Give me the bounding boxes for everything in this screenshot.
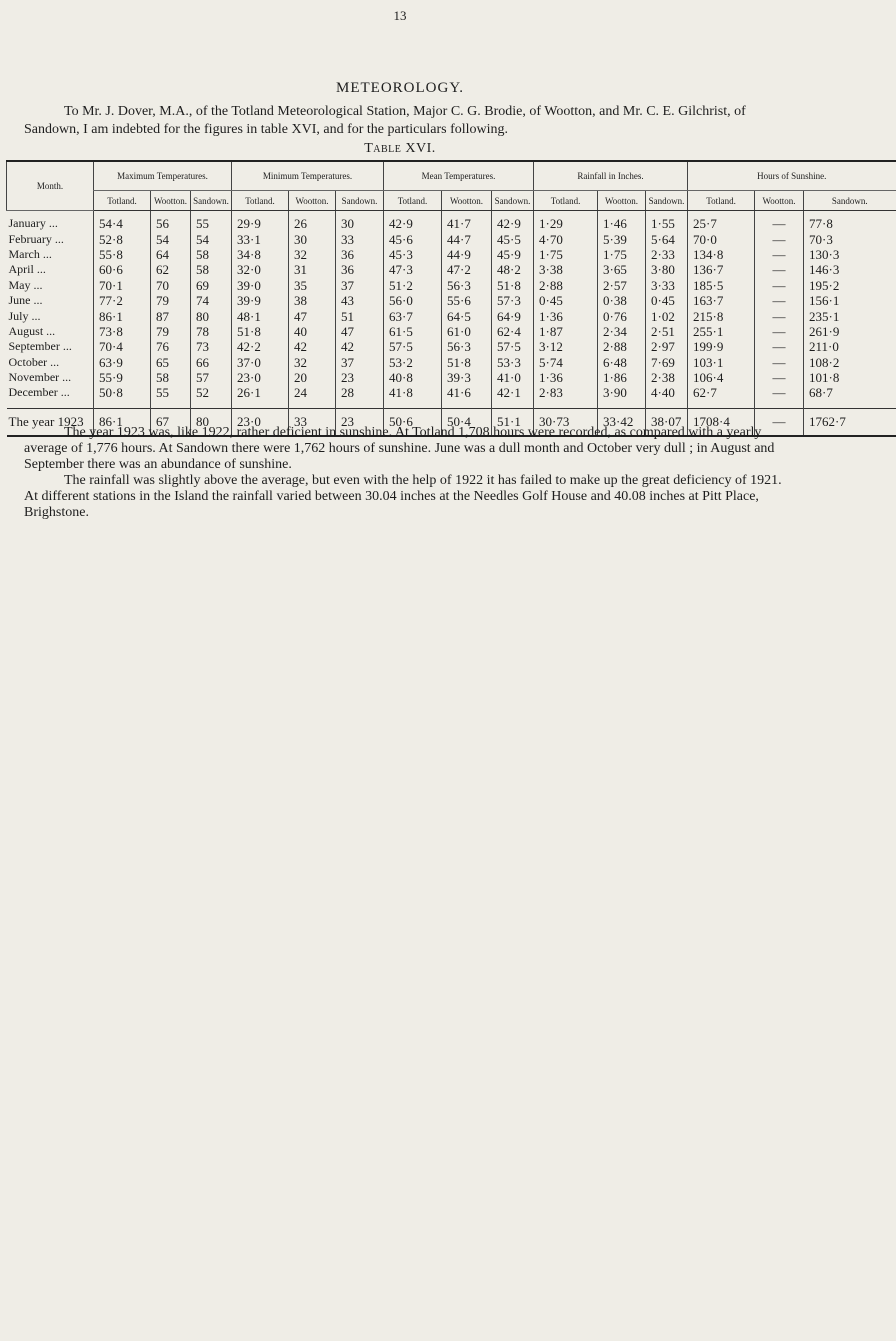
value-cell: 211·0 [804, 339, 896, 354]
value-cell: — [755, 262, 804, 277]
value-cell: 40·8 [384, 370, 442, 385]
value-cell: 146·3 [804, 262, 896, 277]
value-cell: 58 [191, 247, 232, 262]
value-cell: 7·69 [646, 355, 688, 370]
value-cell: 195·2 [804, 278, 896, 293]
value-cell: 0·38 [598, 293, 646, 308]
value-cell: 73 [191, 339, 232, 354]
value-cell: 41·7 [442, 211, 492, 232]
value-cell: 70·4 [94, 339, 151, 354]
value-cell: 23·0 [232, 370, 289, 385]
value-cell: 79 [151, 324, 191, 339]
value-cell: 86·1 [94, 308, 151, 323]
value-cell: 42 [289, 339, 336, 354]
value-cell: 5·74 [534, 355, 598, 370]
value-cell: 1·29 [534, 211, 598, 232]
value-cell: 199·9 [688, 339, 755, 354]
value-cell: 43 [336, 293, 384, 308]
value-cell: 50·8 [94, 385, 151, 408]
value-cell: 31 [289, 262, 336, 277]
subheader-totland: Totland. [384, 191, 442, 211]
month-cell: May ... [8, 277, 43, 292]
value-cell: 40 [289, 324, 336, 339]
value-cell: 2·33 [646, 247, 688, 262]
value-cell: 0·76 [598, 308, 646, 323]
value-cell: 73·8 [94, 324, 151, 339]
value-cell: 32·0 [232, 262, 289, 277]
value-cell: 30·73 [534, 408, 598, 436]
value-cell: 29·9 [232, 211, 289, 232]
value-cell: 60·6 [94, 262, 151, 277]
value-cell: 57·5 [384, 339, 442, 354]
value-cell: 1·36 [534, 370, 598, 385]
value-cell: 45·5 [492, 231, 534, 246]
value-cell: 0·45 [646, 293, 688, 308]
value-cell: — [755, 324, 804, 339]
value-cell: 61·5 [384, 324, 442, 339]
month-cell: January ... [8, 216, 58, 231]
value-cell: — [755, 231, 804, 246]
value-cell: 58 [191, 262, 232, 277]
table-row [7, 370, 896, 385]
value-cell: 4·70 [534, 231, 598, 246]
meteorology-table [6, 160, 896, 437]
table-row [7, 355, 896, 370]
value-cell: 38·07 [646, 408, 688, 436]
value-cell: 56·3 [442, 339, 492, 354]
value-cell: 39·0 [232, 278, 289, 293]
value-cell: 103·1 [688, 355, 755, 370]
value-cell: 108·2 [804, 355, 896, 370]
value-cell: 53·2 [384, 355, 442, 370]
month-cell: July ... [8, 308, 41, 323]
value-cell: 52 [191, 385, 232, 408]
value-cell: 42·9 [384, 211, 442, 232]
table-row [7, 385, 896, 408]
value-cell: 64 [151, 247, 191, 262]
intro-paragraph: To Mr. J. Dover, M.A., of the Totland Meteorological Station, Major C. G. Brodie, of Wootton, and Mr. C. E. Gilchrist, of Sandown, I am indebted for the figures in table XVI, and for the particulars following. [24, 104, 746, 137]
value-cell: 1·55 [646, 211, 688, 232]
rainfall-paragraph: The rainfall was slightly above the average, but even with the help of 1922 it has failed to make up the great deficiency of 1921. At different stations in the Island the rainfall varied between 30.04 inches at the Needles Golf House and 40.08 inches at Pitt Place, Brighstone. [24, 473, 782, 520]
value-cell: 2·57 [598, 278, 646, 293]
value-cell: 34·8 [232, 247, 289, 262]
value-cell: 2·51 [646, 324, 688, 339]
value-cell: 42·9 [492, 211, 534, 232]
value-cell: 6·48 [598, 355, 646, 370]
value-cell: 1·36 [534, 308, 598, 323]
subheader-totland: Totland. [688, 191, 755, 211]
value-cell: 32 [289, 355, 336, 370]
value-cell: 45·6 [384, 231, 442, 246]
month-cell: March ... [8, 246, 52, 261]
value-cell: 134·8 [688, 247, 755, 262]
value-cell: 87 [151, 308, 191, 323]
value-cell: 47 [289, 308, 336, 323]
value-cell: — [755, 408, 804, 436]
value-cell: 41·0 [492, 370, 534, 385]
value-cell: 235·1 [804, 308, 896, 323]
value-cell: 1·46 [598, 211, 646, 232]
value-cell: — [755, 247, 804, 262]
value-cell: 50·4 [442, 408, 492, 436]
value-cell: — [755, 278, 804, 293]
value-cell: 80 [191, 408, 232, 436]
subheader-sandown: Sandown. [646, 191, 688, 211]
value-cell: 54 [191, 231, 232, 246]
group-header-min-temp: Minimum Temperatures. [232, 161, 384, 191]
value-cell: 3·12 [534, 339, 598, 354]
value-cell: 1·75 [534, 247, 598, 262]
value-cell: 106·4 [688, 370, 755, 385]
value-cell: 32 [289, 247, 336, 262]
value-cell: 45·9 [492, 247, 534, 262]
group-header-sunshine: Hours of Sunshine. [688, 161, 896, 191]
value-cell: 55·9 [94, 370, 151, 385]
value-cell: 80 [191, 308, 232, 323]
value-cell: 30 [289, 231, 336, 246]
value-cell: 26 [289, 211, 336, 232]
table-row [7, 293, 896, 308]
value-cell: 77·2 [94, 293, 151, 308]
value-cell: 1·02 [646, 308, 688, 323]
value-cell: 56·3 [442, 278, 492, 293]
value-cell: 68·7 [804, 385, 896, 408]
value-cell: 67 [151, 408, 191, 436]
value-cell: 36 [336, 262, 384, 277]
table-caption: Table XVI. [364, 141, 436, 156]
value-cell: 77·8 [804, 211, 896, 232]
month-cell: June ... [8, 293, 43, 308]
subheader-sandown: Sandown. [336, 191, 384, 211]
value-cell: 51·8 [232, 324, 289, 339]
month-cell: October ... [8, 354, 60, 369]
table-row [7, 247, 896, 262]
value-cell: 39·3 [442, 370, 492, 385]
group-header-max-temp: Maximum Temperatures. [94, 161, 232, 191]
value-cell: 1708·4 [688, 408, 755, 436]
value-cell: 70·0 [688, 231, 755, 246]
value-cell: 64·5 [442, 308, 492, 323]
table-row [7, 262, 896, 277]
value-cell: 136·7 [688, 262, 755, 277]
value-cell: 33 [336, 231, 384, 246]
value-cell: 54·4 [94, 211, 151, 232]
subheader-sandown: Sandown. [492, 191, 534, 211]
value-cell: 3·38 [534, 262, 598, 277]
value-cell: 70·3 [804, 231, 896, 246]
value-cell: 24 [289, 385, 336, 408]
value-cell: 101·8 [804, 370, 896, 385]
value-cell: 3·80 [646, 262, 688, 277]
value-cell: 48·1 [232, 308, 289, 323]
value-cell: — [755, 355, 804, 370]
value-cell: 215·8 [688, 308, 755, 323]
value-cell: 66 [191, 355, 232, 370]
value-cell: 63·9 [94, 355, 151, 370]
group-header-mean-temp: Mean Temperatures. [384, 161, 534, 191]
value-cell: 51·1 [492, 408, 534, 436]
value-cell: 156·1 [804, 293, 896, 308]
value-cell: 1·86 [598, 370, 646, 385]
value-cell: 2·38 [646, 370, 688, 385]
value-cell: 2·97 [646, 339, 688, 354]
subheader-wootton: Wootton. [755, 191, 804, 211]
value-cell: 52·8 [94, 231, 151, 246]
value-cell: — [755, 293, 804, 308]
subheader-wootton: Wootton. [289, 191, 336, 211]
subheader-wootton: Wootton. [442, 191, 492, 211]
value-cell: 56 [151, 211, 191, 232]
value-cell: 53·3 [492, 355, 534, 370]
value-cell: 57·5 [492, 339, 534, 354]
value-cell: — [755, 370, 804, 385]
value-cell: 3·90 [598, 385, 646, 408]
value-cell: 45·3 [384, 247, 442, 262]
value-cell: 39·9 [232, 293, 289, 308]
month-cell: April ... [8, 262, 46, 277]
value-cell: 42·1 [492, 385, 534, 408]
value-cell: 51 [336, 308, 384, 323]
value-cell: 38 [289, 293, 336, 308]
value-cell: 44·9 [442, 247, 492, 262]
subheader-sandown: Sandown. [804, 191, 896, 211]
section-heading: METEOROLOGY. [336, 80, 464, 96]
value-cell: 58 [151, 370, 191, 385]
value-cell: 1·75 [598, 247, 646, 262]
value-cell: 2·83 [534, 385, 598, 408]
value-cell: 62·4 [492, 324, 534, 339]
value-cell: 23 [336, 408, 384, 436]
value-cell: 2·34 [598, 324, 646, 339]
table-body [7, 211, 896, 436]
month-cell: The year 1923 [7, 408, 94, 436]
value-cell: 74 [191, 293, 232, 308]
value-cell: 41·8 [384, 385, 442, 408]
value-cell: 48·2 [492, 262, 534, 277]
value-cell: 1762·7 [804, 408, 896, 436]
value-cell: 54 [151, 231, 191, 246]
value-cell: 41·6 [442, 385, 492, 408]
value-cell: 44·7 [442, 231, 492, 246]
value-cell: 33·42 [598, 408, 646, 436]
value-cell: 26·1 [232, 385, 289, 408]
value-cell: 2·88 [534, 278, 598, 293]
value-cell: 70 [151, 278, 191, 293]
value-cell: 63·7 [384, 308, 442, 323]
table-row [7, 231, 896, 246]
value-cell: — [755, 385, 804, 408]
value-cell: 62 [151, 262, 191, 277]
value-cell: 130·3 [804, 247, 896, 262]
month-cell: December ... [8, 385, 70, 400]
value-cell: 1·87 [534, 324, 598, 339]
value-cell: 30 [336, 211, 384, 232]
value-cell: 64·9 [492, 308, 534, 323]
value-cell: 36 [336, 247, 384, 262]
month-cell: August ... [8, 323, 56, 338]
table-container [6, 160, 868, 437]
table-row [7, 211, 896, 232]
value-cell: 57 [191, 370, 232, 385]
table-row [7, 278, 896, 293]
value-cell: 57·3 [492, 293, 534, 308]
subheader-totland: Totland. [94, 191, 151, 211]
value-cell: 62·7 [688, 385, 755, 408]
month-cell: September ... [8, 339, 72, 354]
value-cell: 37 [336, 278, 384, 293]
value-cell: 20 [289, 370, 336, 385]
page-number: 13 [393, 8, 407, 23]
value-cell: 70·1 [94, 278, 151, 293]
value-cell: 65 [151, 355, 191, 370]
value-cell: 255·1 [688, 324, 755, 339]
value-cell: 55 [191, 211, 232, 232]
value-cell: — [755, 211, 804, 232]
value-cell: 23 [336, 370, 384, 385]
value-cell: 37 [336, 355, 384, 370]
value-cell: 47·3 [384, 262, 442, 277]
value-cell: 42 [336, 339, 384, 354]
value-cell: 61·0 [442, 324, 492, 339]
value-cell: 55 [151, 385, 191, 408]
value-cell: 28 [336, 385, 384, 408]
value-cell: 55·6 [442, 293, 492, 308]
value-cell: 51·8 [492, 278, 534, 293]
month-header: Month. [7, 161, 94, 211]
value-cell: 3·33 [646, 278, 688, 293]
subheader-totland: Totland. [232, 191, 289, 211]
month-cell: November ... [8, 370, 72, 385]
month-cell: February ... [8, 231, 64, 246]
subheader-wootton: Wootton. [598, 191, 646, 211]
value-cell: 3·65 [598, 262, 646, 277]
group-header-rainfall: Rainfall in Inches. [534, 161, 688, 191]
value-cell: 23·0 [232, 408, 289, 436]
value-cell: 25·7 [688, 211, 755, 232]
subheader-sandown: Sandown. [191, 191, 232, 211]
value-cell: 2·88 [598, 339, 646, 354]
value-cell: 47·2 [442, 262, 492, 277]
subheader-totland: Totland. [534, 191, 598, 211]
table-row [7, 324, 896, 339]
value-cell: 37·0 [232, 355, 289, 370]
value-cell: 79 [151, 293, 191, 308]
value-cell: 5·39 [598, 231, 646, 246]
value-cell: — [755, 308, 804, 323]
value-cell: 261·9 [804, 324, 896, 339]
value-cell: 42·2 [232, 339, 289, 354]
value-cell: 86·1 [94, 408, 151, 436]
sunshine-paragraph: The year 1923 was, like 1922, rather deficient in sunshine. At Totland 1,708 hours were recorded, as compared with a yearly average of 1,776 hours. At Sandown there were 1,762 hours of sunshine. June was a dull month and October very dull ; in August and September there was an abundance of sunshine. [24, 425, 775, 472]
value-cell: — [755, 339, 804, 354]
value-cell: 33 [289, 408, 336, 436]
value-cell: 50·6 [384, 408, 442, 436]
value-cell: 163·7 [688, 293, 755, 308]
value-cell: 76 [151, 339, 191, 354]
value-cell: 35 [289, 278, 336, 293]
value-cell: 69 [191, 278, 232, 293]
value-cell: 0·45 [534, 293, 598, 308]
value-cell: 185·5 [688, 278, 755, 293]
subheader-wootton: Wootton. [151, 191, 191, 211]
table-row [7, 339, 896, 354]
value-cell: 33·1 [232, 231, 289, 246]
value-cell: 4·40 [646, 385, 688, 408]
value-cell: 47 [336, 324, 384, 339]
table-row [7, 308, 896, 323]
value-cell: 51·8 [442, 355, 492, 370]
value-cell: 51·2 [384, 278, 442, 293]
value-cell: 5·64 [646, 231, 688, 246]
value-cell: 78 [191, 324, 232, 339]
value-cell: 55·8 [94, 247, 151, 262]
value-cell: 56·0 [384, 293, 442, 308]
